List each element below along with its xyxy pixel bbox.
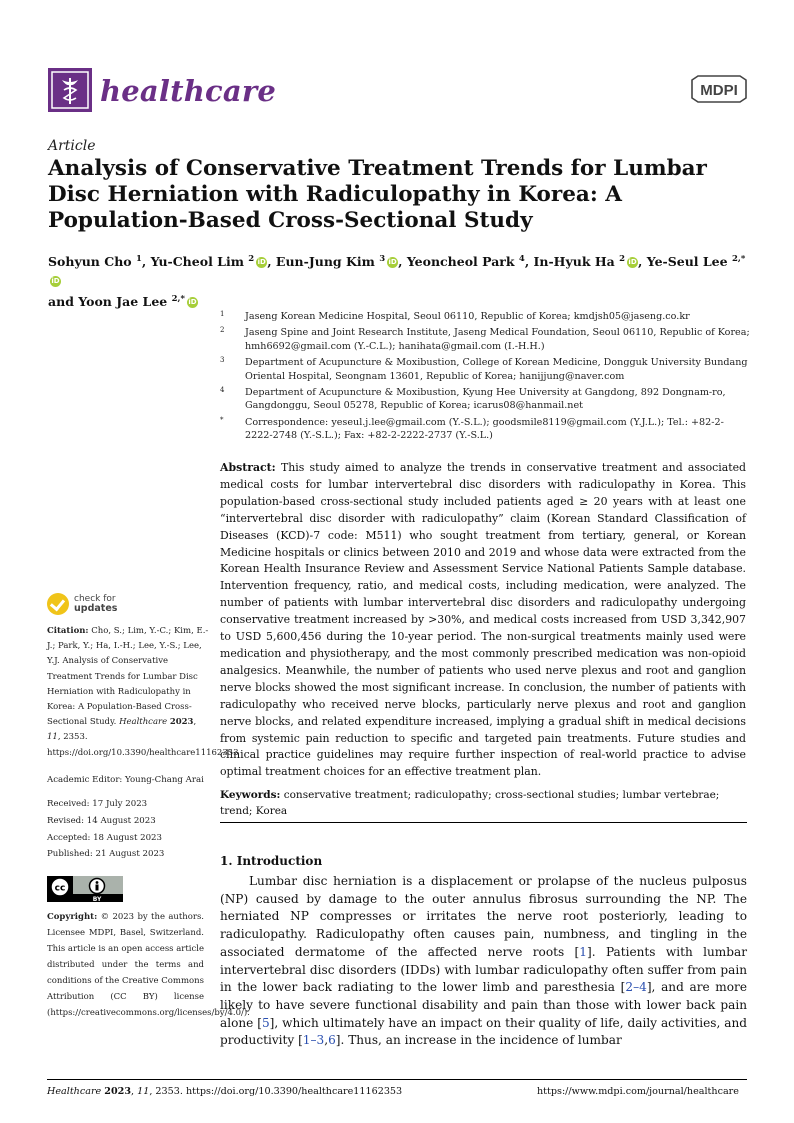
introduction-paragraph xyxy=(220,873,747,1050)
author-affiliation-marker: 2,* xyxy=(171,294,185,305)
introduction-text: ], which ultimately have an impact on their quality of life, daily activities, and productivity [ xyxy=(220,1015,747,1048)
footer-journal-url[interactable]: https://www.mdpi.com/journal/healthcare xyxy=(537,1086,739,1097)
reference-link[interactable]: 6 xyxy=(328,1033,336,1048)
reference-link[interactable]: 1 xyxy=(579,944,587,959)
affiliation-number: 4 xyxy=(220,386,225,395)
introduction-heading: 1. Introduction xyxy=(220,854,323,868)
check-updates-label xyxy=(74,594,117,614)
affiliations xyxy=(220,310,750,446)
author-affiliation-marker: 2,* xyxy=(731,254,746,264)
reference-link[interactable]: 5 xyxy=(261,1015,270,1030)
author-name: Yoon Jae Lee xyxy=(78,294,172,310)
footer-journal: Healthcare xyxy=(47,1086,102,1097)
author-name: In-Hyuk Ha xyxy=(533,254,620,270)
check-updates-line1: check for xyxy=(74,594,116,604)
citation-journal: Healthcare xyxy=(119,717,168,728)
author-name: Sohyun Cho xyxy=(48,254,136,270)
author-name: Yu-Cheol Lim xyxy=(150,254,249,270)
affiliation-text: Department of Acupuncture & Moxibustion, Kyung Hee University at Gangdong, 892 Dongnam-ro, Gangdonggu, Seoul 05278, Republic of Korea; icarus08@hanmail.net xyxy=(245,387,726,412)
checkmark-icon xyxy=(47,593,69,615)
affiliation-item xyxy=(220,326,750,353)
revised-date: Revised: 14 August 2023 xyxy=(47,816,156,826)
affiliation-number: 1 xyxy=(220,310,225,318)
check-for-updates-button[interactable] xyxy=(47,593,127,617)
affiliation-item xyxy=(220,356,750,383)
introduction-text: , xyxy=(324,1033,329,1048)
author-affiliation-marker: 3 xyxy=(379,254,386,264)
copyright-label: Copyright: xyxy=(47,912,98,922)
footer-doi[interactable]: , 2353. https://doi.org/10.3390/healthcare11162353 xyxy=(149,1086,403,1097)
orcid-icon[interactable]: iD xyxy=(628,258,637,267)
published-date: Published: 21 August 2023 xyxy=(47,849,165,859)
introduction-text: Lumbar disc herniation is a displacement or prolapse of the nucleus pulposus (NP) caused by damage to the outer annulus fibrosus surrounding the NP. The herniated NP compresses or irritates the nerve root posteriorly, leading to radiculopathy. Radiculopathy often causes pain, numbness, and tingling in the associated dermatome of the affected nerve roots [ xyxy=(220,874,747,959)
footer-year: 2023 xyxy=(104,1086,131,1097)
author-name: Yeoncheol Park xyxy=(406,254,519,270)
affiliation-text: Correspondence: yeseul.j.lee@gmail.com (Y.-S.L.); goodsmile8119@gmail.com (Y.J.L.); Tel.: +82-2-2222-2748 (Y.-S.L.); Fax: +82-2-2222-2737 (Y.-S.L.) xyxy=(245,416,724,442)
citation-volume: 11 xyxy=(47,732,58,743)
article-type: Article xyxy=(48,138,96,154)
affiliation-text: Department of Acupuncture & Moxibustion, College of Korean Medicine, Dongguk University Bundang Oriental Hospital, Seongnam 13601, Republic of Korea; hanijjung@naver.com xyxy=(245,357,748,382)
svg-text:cc: cc xyxy=(54,883,66,894)
keywords xyxy=(220,787,750,819)
citation-year: 2023 xyxy=(169,717,194,728)
author-affiliation-marker: 2 xyxy=(619,254,626,264)
cc-by-license-badge[interactable] xyxy=(47,876,123,902)
author-connector: and xyxy=(48,294,79,310)
reference-link[interactable]: 2–4 xyxy=(625,980,647,995)
mdpi-logo-text: MDPI xyxy=(700,82,738,99)
copyright-text: © 2023 by the authors. Licensee MDPI, Basel, Switzerland. This article is an open access article distributed under the terms and conditions of the Creative Commons Attribution (CC BY) license (https://creativecommons.org/licenses/by/4.0/). xyxy=(47,912,250,1018)
affiliation-number: * xyxy=(220,415,224,424)
citation-doi[interactable]: , 2353. https://doi.org/10.3390/healthcare11162353 xyxy=(47,732,239,758)
academic-editor: Academic Editor: Young-Chang Arai xyxy=(47,775,204,785)
section-divider xyxy=(220,822,747,823)
orcid-icon[interactable]: iD xyxy=(388,258,397,267)
author-name: Ye-Seul Lee xyxy=(646,254,732,270)
article-title: Analysis of Conservative Treatment Trends for Lumbar Disc Herniation with Radiculopathy in Korea: A Population-Based Cross-Sectional Study xyxy=(48,156,707,233)
affiliation-text: Jaseng Spine and Joint Research Institute, Jaseng Medical Foundation, Seoul 06110, Republic of Korea; hmh6692@gmail.com (Y.-C.L.); hanihata@gmail.com (I.-H.H.) xyxy=(245,327,750,352)
introduction-text: ], and are more likely to have severe functional disability and pain than those with lower back pain alone [ xyxy=(220,980,747,1030)
abstract-label: Abstract: xyxy=(220,461,276,474)
footer-citation: Healthcare 2023, 11, 2353. https://doi.org/10.3390/healthcare11162353 xyxy=(47,1086,403,1097)
author-affiliation-marker: 1 xyxy=(135,254,142,264)
check-updates-line2: updates xyxy=(74,603,118,614)
citation-text: Cho, S.; Lim, Y.-C.; Kim, E.-J.; Park, Y.; Ha, I.-H.; Lee, Y.-S.; Lee, Y.J. Analysis of Conservative Treatment Trends for Lumbar Disc Herniation with Radiculopathy in Korea: A Population-Based Cross-Sectional Study. xyxy=(47,626,209,728)
author-affiliation-marker: 2 xyxy=(248,254,255,264)
footer-divider xyxy=(47,1079,747,1080)
affiliation-number: 3 xyxy=(220,356,225,365)
author-affiliation-marker: 4 xyxy=(518,254,525,264)
copyright-notice xyxy=(47,909,250,1021)
orcid-icon[interactable]: iD xyxy=(51,277,60,286)
affiliation-item xyxy=(220,310,750,323)
keywords-text: conservative treatment; radiculopathy; cross-sectional studies; lumbar vertebrae; trend; Korea xyxy=(220,789,720,817)
author-name: Eun-Jung Kim xyxy=(275,254,380,270)
introduction-text: ]. Patients with lumbar intervertebral disc disorders (IDDs) with lumbar radiculopathy often suffer from pain in the lower back radiating to the lower limb and paresthesia [ xyxy=(220,944,747,995)
abstract-text: This study aimed to analyze the trends in conservative treatment and associated medical costs for lumbar intervertebral disc disorders with radiculopathy in Korea. This population-based cross-sectional study included patients aged ≥ 20 years with at least one “intervertebral disc disorder with radiculopathy” claim (Korean Standard Classification of Diseases (KCD)-7 code: M511) who sought treatment from tertiary, general, or Korean Medicine hospitals or clinics between 2010 and 2019 and whose data were extracted from the Korean Health Insurance Review and Assessment Service National Patients Sample database. Intervention frequency, ratio, and medical costs, including medication, were analyzed. The number of patients with lumbar intervertebral disc disorders and radiculopathy undergoing conservative treatment increased by >30%, and medical costs increased from USD 3,342,907 to USD 5,600,456 during the 10-year period. The non-surgical treatments mainly used were medication and physiotherapy, and the most commonly prescribed medication was non-opioid analgesics. Meanwhile, the number of patients who used nerve plexus and root and ganglion nerve blocks showed the most significant increase. In conclusion, the number of patients with radiculopathy who received nerve blocks, particularly nerve plexus and root and ganglion nerve blocks, and related expenditure increased, implying a gradual shift in medical decisions from systemic pain reduction to specific and targeted pain treatments. Future studies and clinical practice guidelines may require further inspection of real-world practice to advise optimal treatment choices for an effective treatment plan. xyxy=(220,461,746,779)
author-list: Sohyun Cho $^1$, Yu-Cheol Lim $^2$ iD, Eun-Jung Kim $^3$ iD, Yeoncheol Park $^4$, In-Hyuk Ha $^2$ iD, Ye-Seul Lee $^{2,*}$iD and Yoon Jae Lee $^{2,*}$ iD xyxy=(48,254,746,310)
abstract xyxy=(220,460,746,781)
keywords-label: Keywords: xyxy=(220,789,281,801)
affiliation-item xyxy=(220,386,750,413)
journal-logo-icon[interactable] xyxy=(48,68,92,112)
orcid-icon[interactable]: iD xyxy=(257,258,266,267)
orcid-icon[interactable]: iD xyxy=(188,298,197,307)
journal-name[interactable]: healthcare xyxy=(100,74,276,108)
reference-link[interactable]: 1–3 xyxy=(302,1033,325,1048)
citation-label: Citation: xyxy=(47,626,89,636)
affiliation-item xyxy=(220,416,750,443)
mdpi-logo[interactable] xyxy=(688,74,748,108)
introduction-text: ]. Thus, an increase in the incidence of lumbar xyxy=(335,1033,622,1048)
footer-volume: 11 xyxy=(137,1086,150,1097)
citation-block: Citation: Cho, S.; Lim, Y.-C.; Kim, E.-J.; Park, Y.; Ha, I.-H.; Lee, Y.-S.; Lee, Y.J. Analysis of Conservative Treatment Trends for Lumbar Disc Herniation with Radiculopathy in Korea: A Population-Based Cross-Sectional Study. Healthcare 2023, 11, 2353. https://doi.org/10.3390/healthcare11162353 xyxy=(47,626,239,758)
affiliation-number: 2 xyxy=(220,326,225,335)
affiliation-text: Jaseng Korean Medicine Hospital, Seoul 06110, Republic of Korea; kmdjsh05@jaseng.co.kr xyxy=(245,311,690,322)
cc-by-label: BY xyxy=(92,896,102,902)
accepted-date: Accepted: 18 August 2023 xyxy=(47,833,162,843)
received-date: Received: 17 July 2023 xyxy=(47,799,148,809)
